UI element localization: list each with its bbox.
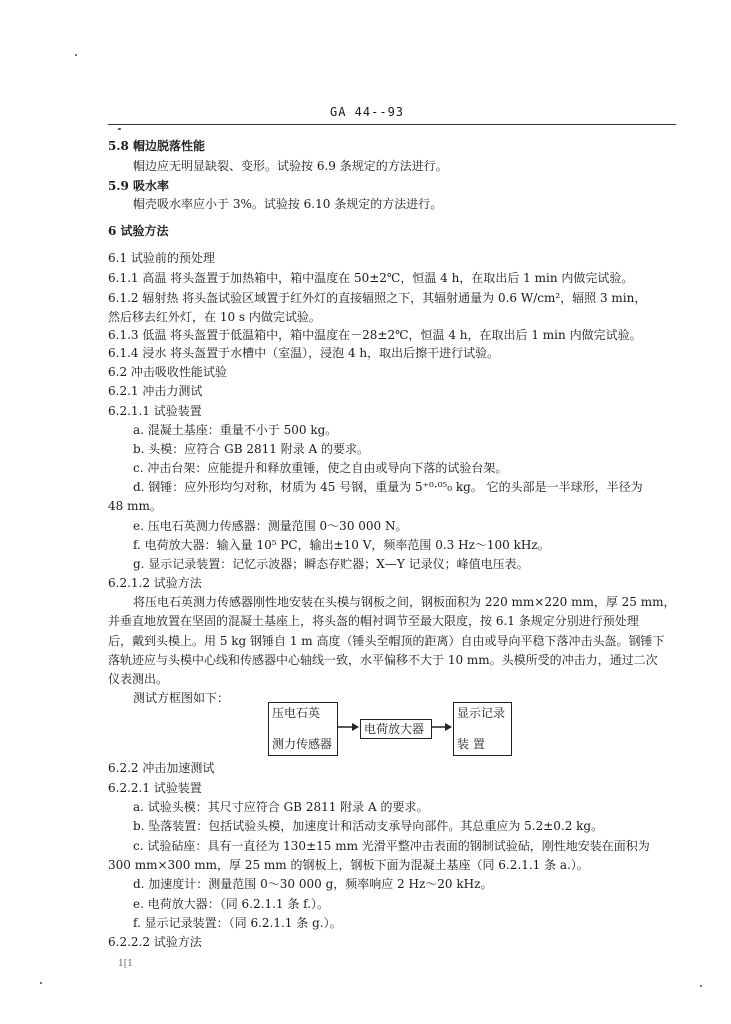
text-line: e. 压电石英测力传感器：测量范围 0～30 000 N。 [133,519,408,533]
text-line: 5.9 吸水率 [108,179,170,193]
text-line: 6.1.4 浸水 将头盔置于水槽中（室温），浸泡 4 h，取出后擦干进行试验。 [108,346,500,360]
page-header: GA 44--93 [330,105,405,119]
header-rule [108,124,676,125]
sensor-box-bottom-label: 测力传感器 [272,737,333,751]
text-line: d. 钢锤：应外形均匀对称，材质为 45 号钢，重量为 5⁺⁰·⁰⁵₀ kg。 它的头部是一半球形，半径为 [133,480,643,494]
text-line: 6.2.1.2 试验方法 [108,576,202,590]
arrow-icon [338,720,360,734]
text-line: 落轨迹应与头模中心线和传感器中心轴线一致，水平偏移不大于 10 mm。头模所受的冲击力，通过二次 [108,653,658,667]
scan-speck [40,982,42,984]
arrow-icon [431,720,453,734]
text-line: 6 试验方法 [108,224,169,238]
text-line: 6.2.1 冲击力测试 [108,384,203,398]
text-line: c. 试验砧座：具有一直径为 130±15 mm 光滑平整冲击表面的钢制试验砧，刚性地安装在面积为 [133,839,650,853]
text-line: 6.2.2.1 试验装置 [108,781,202,795]
text-line: c. 冲击台架：应能提升和释放重锤，使之自由或导向下落的试验台架。 [133,461,508,475]
text-line: 6.1.1 高温 将头盔置于加热箱中，箱中温度在 50±2℃，恒温 4 h，在取出后 1 min 内做完试验。 [108,271,634,285]
amplifier-box-label: 电荷放大器 [364,722,425,736]
text-line: e. 电荷放大器：（同 6.2.1.1 条 f.）。 [133,897,329,911]
sensor-box-top-label: 压电石英 [272,706,321,720]
text-line: f. 显示记录装置：（同 6.2.1.1 条 g.）。 [133,916,342,930]
text-line: 6.1 试验前的预处理 [108,251,215,265]
scan-speck [118,128,121,130]
text-line: 6.1.2 辐射热 将头盔试验区域置于红外灯的直接辐照之下，其辐射通量为 0.6 W/cm²，辐照 3 min， [108,291,647,305]
text-line: d. 加速度计：测量范围 0～30 000 g，频率响应 2 Hz～20 kHz。 [133,877,493,891]
text-line: 后，戴到头模上。用 5 kg 钢锤自 1 m 高度（锤头至帽顶的距离）自由或导向平稳下落冲击头盔。钢锤下 [108,634,665,648]
display-box-top-label: 显示记录 [457,706,506,720]
text-line: 帽边应无明显缺裂、变形。试验按 6.9 条规定的方法进行。 [133,159,448,173]
text-line: 6.2.2.2 试验方法 [108,935,202,949]
text-line: 帽壳吸水率应小于 3%。试验按 6.10 条规定的方法进行。 [133,197,443,211]
text-line: 并垂直地放置在坚固的混凝土基座上，将头盔的帽衬调节至最大限度，按 6.1 条规定分别进行预处理 [108,614,639,628]
text-line: 测试方框图如下： [133,691,230,705]
text-line: 6.2.2 冲击加速测试 [108,761,215,775]
text-line: 6.2 冲击吸收性能试验 [108,365,227,379]
text-line: 将压电石英测力传感器刚性地安装在头模与钢板之间，钢板面积为 220 mm×220 mm，厚 25 mm， [133,595,676,609]
amplifier-box [360,719,432,739]
sensor-box [268,702,338,756]
text-line: 然后移去红外灯，在 10 s 内做完试验。 [108,310,321,324]
text-line: g. 显示记录装置：记忆示波器；瞬态存贮器；X—Y 记录仪；峰值电压表。 [133,557,529,571]
text-line: a. 混凝土基座：重量不小于 500 kg。 [133,423,338,437]
page-number: 1[1 [118,959,133,969]
text-line: 5.8 帽边脱落性能 [108,139,206,153]
text-line: 300 mm×300 mm，厚 25 mm 的钢板上，钢板下面为混凝土基座（同 6.2.1.1 条 a.）。 [108,858,589,872]
text-line: b. 坠落装置：包括试验头模，加速度计和活动支承导向部件。其总重应为 5.2±0.2 kg。 [133,819,604,833]
display-box [453,702,512,756]
text-line: 48 mm。 [108,499,162,513]
scan-speck [700,985,702,987]
display-box-bottom-label: 装 置 [457,737,485,751]
text-line: a. 试验头模：其尺寸应符合 GB 2811 附录 A 的要求。 [133,800,429,814]
text-line: f. 电荷放大器：输入量 10⁵ PC，输出±10 V，频率范围 0.3 Hz～100 kHz。 [133,538,550,552]
text-line: 仪表测出。 [108,672,169,686]
text-line: 6.1.3 低温 将头盔置于低温箱中，箱中温度在－28±2℃，恒温 4 h，在取出后 1 min 内做完试验。 [108,328,642,342]
scan-speck [75,54,77,56]
text-line: b. 头模：应符合 GB 2811 附录 A 的要求。 [133,442,369,456]
text-line: 6.2.1.1 试验装置 [108,404,202,418]
